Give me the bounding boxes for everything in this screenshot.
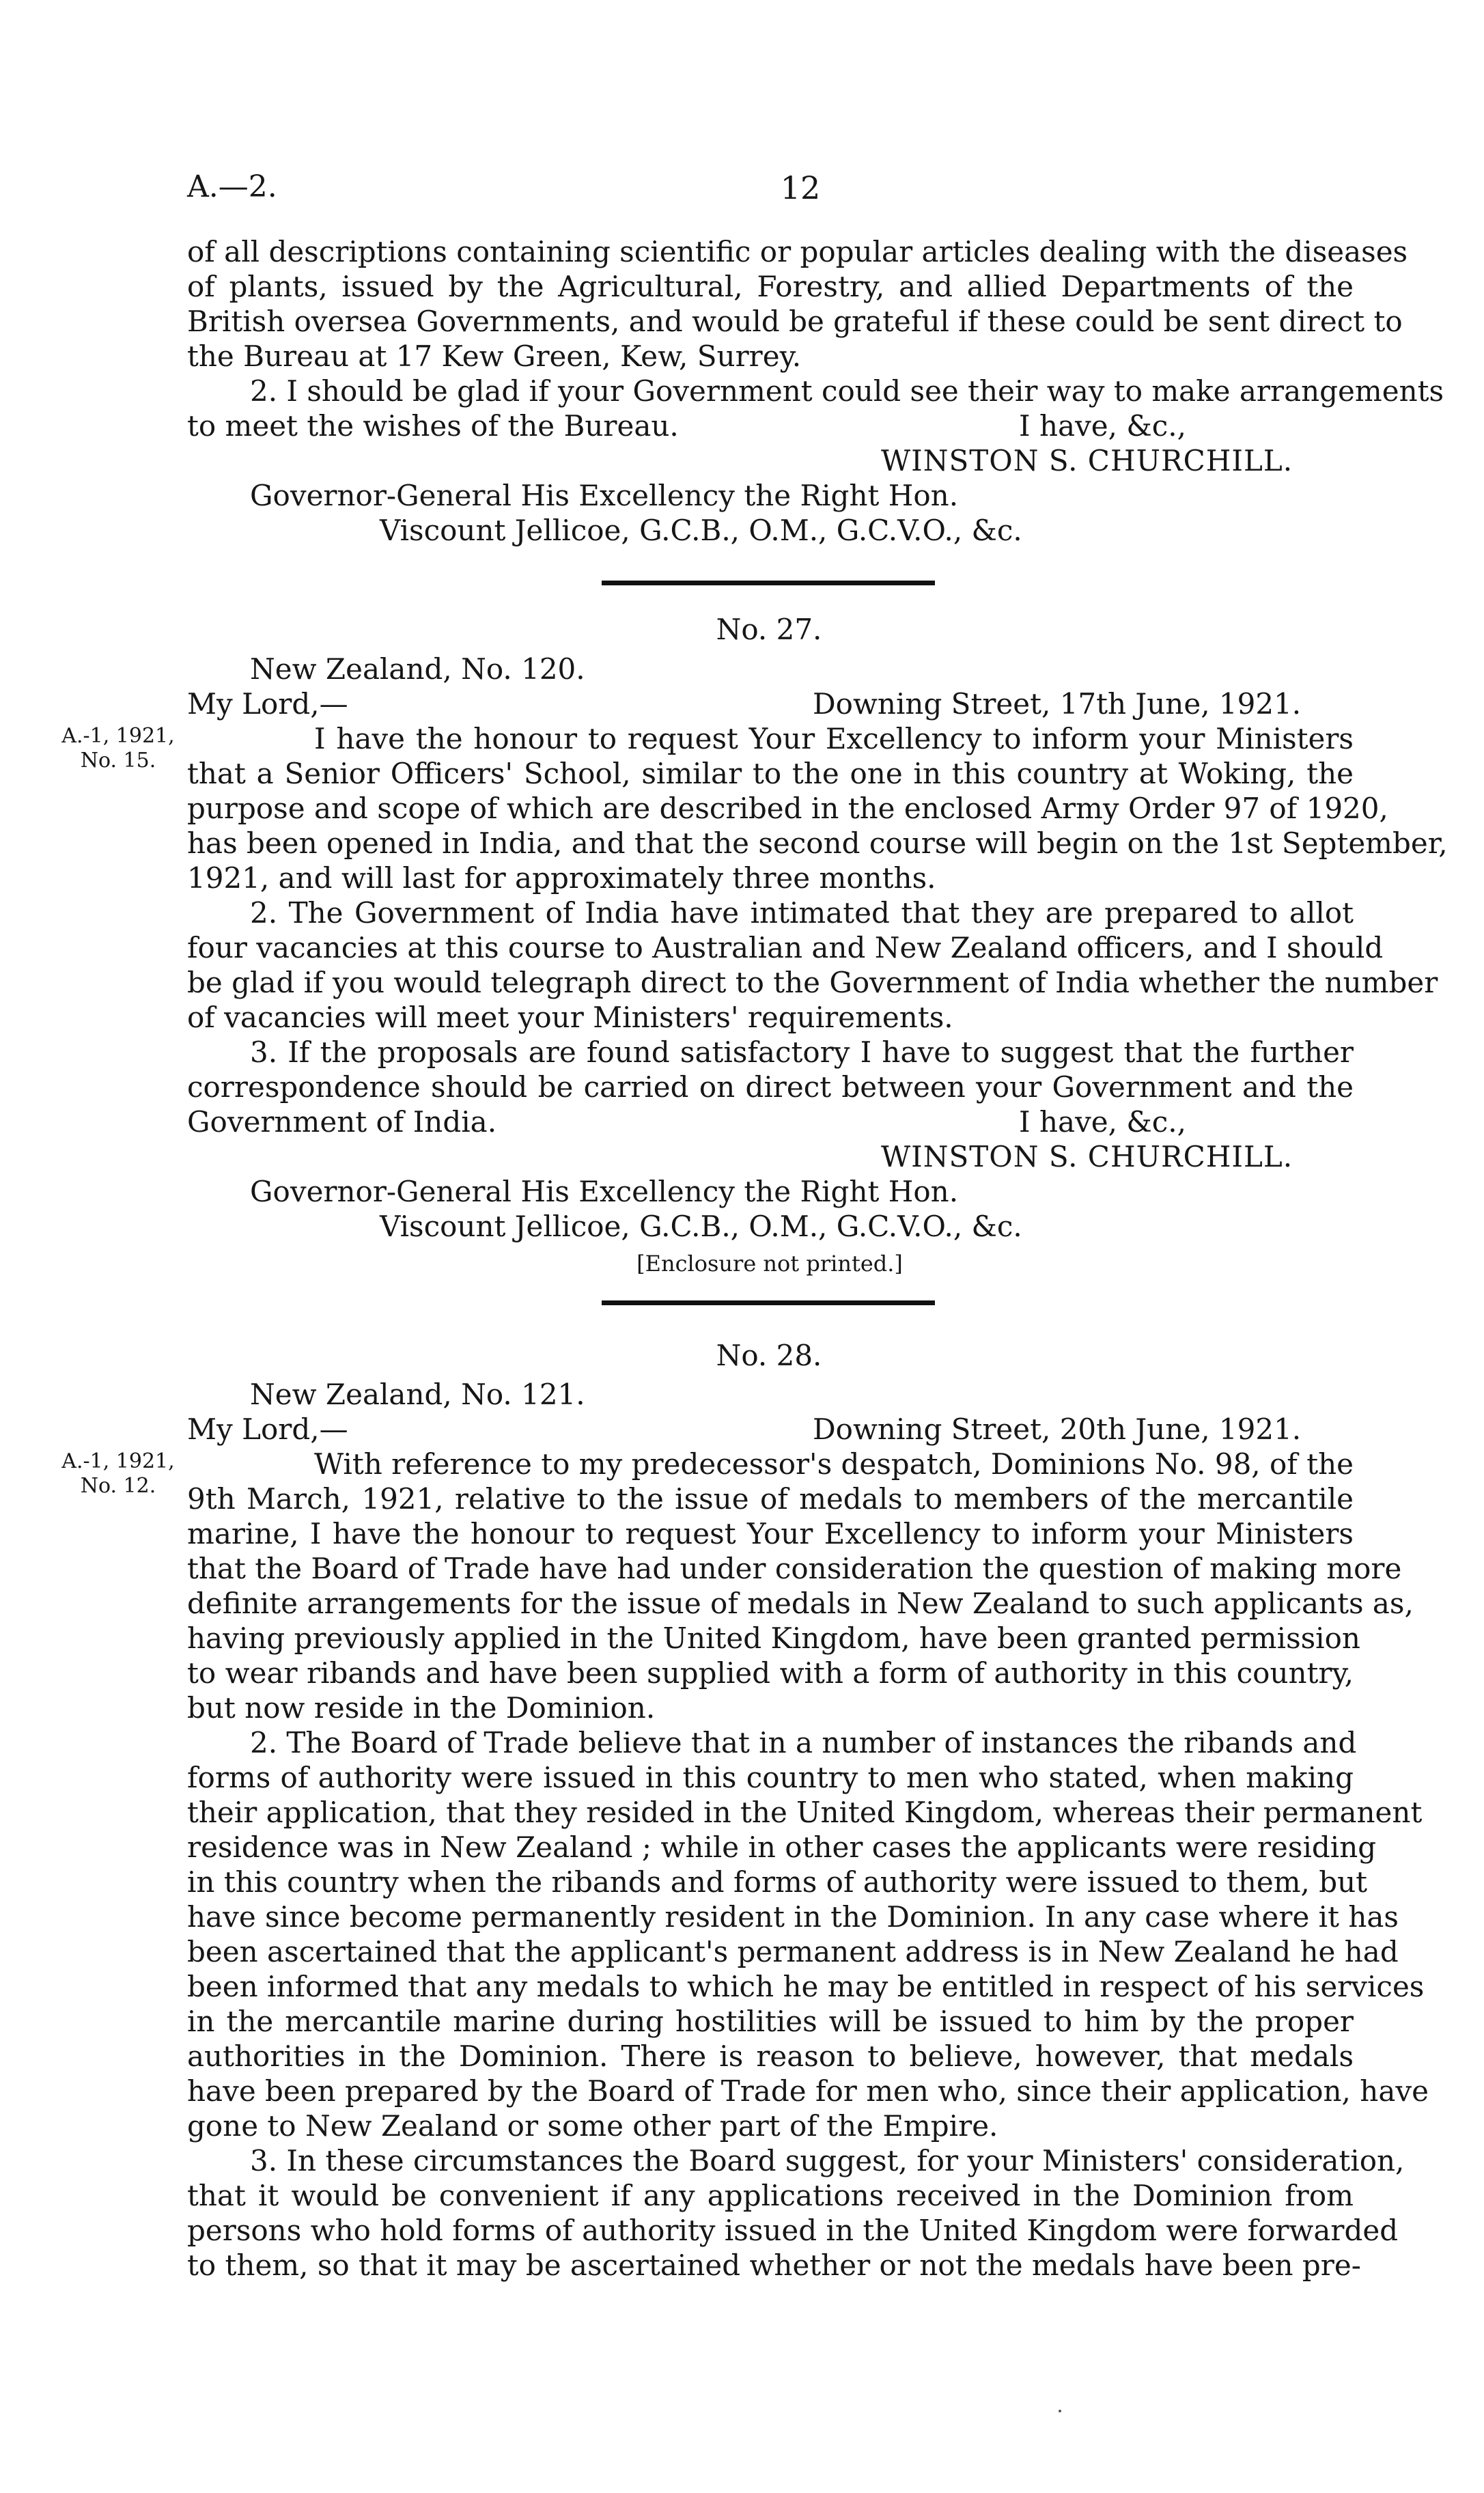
body-line: forms of authority were issued in this country to men who stated, when making bbox=[187, 1761, 1354, 1794]
body-line: be glad if you would telegraph direct to the Government of India whether the number bbox=[187, 966, 1438, 999]
body-line: but now reside in the Dominion. bbox=[187, 1691, 656, 1725]
body-line: has been opened in India, and that the second course will begin on the 1st September, bbox=[187, 826, 1448, 860]
salutation: My Lord,— bbox=[187, 1412, 348, 1446]
body-line: gone to New Zealand or some other part of the Empire. bbox=[187, 2109, 998, 2143]
section-divider bbox=[602, 1300, 935, 1305]
body-line: to them, so that it may be ascertained whether or not the medals have been pre- bbox=[187, 2248, 1361, 2282]
margin-reference bbox=[53, 1449, 183, 1499]
margin-reference-line: A.-1, 1921, bbox=[61, 724, 175, 748]
body-line: have been prepared by the Board of Trade for men who, since their application, have bbox=[187, 2074, 1429, 2108]
addressee-line: Governor-General His Excellency the Right Hon. bbox=[250, 1175, 959, 1208]
body-line: to wear ribands and have been supplied with a form of authority in this country, bbox=[187, 1656, 1354, 1690]
body-line: 9th March, 1921, relative to the issue of medals to members of the mercantile bbox=[187, 1482, 1354, 1516]
body-line: been informed that any medals to which he may be entitled in respect of his services bbox=[187, 1970, 1425, 2003]
margin-reference-line: No. 15. bbox=[80, 749, 156, 772]
page-number: 12 bbox=[780, 169, 821, 206]
body-line: the Bureau at 17 Kew Green, Kew, Surrey. bbox=[187, 339, 802, 373]
margin-reference bbox=[53, 724, 183, 773]
body-line: their application, that they resided in the United Kingdom, whereas their permanent bbox=[187, 1796, 1423, 1829]
body-line: have since become permanently resident in the Dominion. In any case where it has bbox=[187, 1900, 1399, 1934]
body-line: of all descriptions containing scientific or popular articles dealing with the diseases bbox=[187, 235, 1408, 268]
body-line: having previously applied in the United Kingdom, have been granted permission bbox=[187, 1621, 1360, 1655]
addressee-line: Governor-General His Excellency the Right Hon. bbox=[250, 479, 959, 512]
body-line: 3. In these circumstances the Board suggest, for your Ministers' consideration, bbox=[250, 2144, 1405, 2177]
body-line: 2. I should be glad if your Government could see their way to make arrangements bbox=[250, 374, 1444, 408]
body-line: 3. If the proposals are found satisfactory I have to suggest that the further bbox=[250, 1035, 1354, 1069]
margin-reference-line: No. 12. bbox=[80, 1474, 156, 1498]
document-reference: A.—2. bbox=[187, 169, 277, 204]
dateline: Downing Street, 17th June, 1921. bbox=[813, 687, 1302, 721]
body-line: correspondence should be carried on direct between your Government and the bbox=[187, 1070, 1354, 1104]
salutation: My Lord,— bbox=[187, 687, 348, 721]
body-line: residence was in New Zealand ; while in other cases the applicants were residing bbox=[187, 1830, 1377, 1864]
despatch-reference: New Zealand, No. 120. bbox=[250, 652, 585, 686]
body-line: in this country when the ribands and forms of authority were issued to them, but bbox=[187, 1865, 1368, 1899]
body-line: been ascertained that the applicant's permanent address is in New Zealand he had bbox=[187, 1935, 1399, 1968]
section-divider bbox=[602, 581, 935, 585]
despatch-number: No. 27. bbox=[716, 613, 822, 646]
addressee-line: Viscount Jellicoe, G.C.B., O.M., G.C.V.O., &c. bbox=[380, 1210, 1022, 1243]
margin-reference-line: A.-1, 1921, bbox=[61, 1449, 175, 1473]
body-line: that a Senior Officers' School, similar to the one in this country at Woking, the bbox=[187, 757, 1354, 790]
body-line: of plants, issued by the Agricultural, Forestry, and allied Departments of the bbox=[187, 270, 1354, 303]
despatch-number: No. 28. bbox=[716, 1339, 822, 1372]
body-line: 2. The Government of India have intimated that they are prepared to allot bbox=[250, 896, 1354, 930]
body-line: in the mercantile marine during hostilities will be issued to him by the proper bbox=[187, 2005, 1354, 2038]
body-line: purpose and scope of which are described in the enclosed Army Order 97 of 1920, bbox=[187, 792, 1388, 825]
closing-formula: I have, &c., bbox=[1019, 409, 1186, 443]
body-line: Government of India. bbox=[187, 1105, 497, 1139]
stray-mark bbox=[1059, 2410, 1061, 2412]
enclosure-note: [Enclosure not printed.] bbox=[636, 1251, 903, 1277]
dateline: Downing Street, 20th June, 1921. bbox=[813, 1412, 1302, 1446]
addressee-line: Viscount Jellicoe, G.C.B., O.M., G.C.V.O., &c. bbox=[380, 514, 1022, 547]
body-line: 1921, and will last for approximately three months. bbox=[187, 861, 936, 895]
body-line: British oversea Governments, and would be grateful if these could be sent direct to bbox=[187, 305, 1403, 338]
body-line: 2. The Board of Trade believe that in a number of instances the ribands and bbox=[250, 1726, 1357, 1759]
body-line: to meet the wishes of the Bureau. bbox=[187, 409, 679, 443]
body-line: marine, I have the honour to request Your Excellency to inform your Ministers bbox=[187, 1517, 1354, 1550]
body-line: four vacancies at this course to Australian and New Zealand officers, and I should bbox=[187, 931, 1384, 964]
body-line: authorities in the Dominion. There is reason to believe, however, that medals bbox=[187, 2039, 1354, 2073]
closing-formula: I have, &c., bbox=[1019, 1105, 1186, 1139]
body-line: of vacancies will meet your Ministers' requirements. bbox=[187, 1001, 953, 1034]
body-line: definite arrangements for the issue of medals in New Zealand to such applicants as, bbox=[187, 1587, 1414, 1620]
body-line: With reference to my predecessor's despatch, Dominions No. 98, of the bbox=[314, 1447, 1354, 1481]
body-line: persons who hold forms of authority issued in the United Kingdom were forwarded bbox=[187, 2214, 1399, 2247]
despatch-reference: New Zealand, No. 121. bbox=[250, 1378, 585, 1411]
body-line: I have the honour to request Your Excellency to inform your Ministers bbox=[314, 722, 1354, 755]
signature: WINSTON S. CHURCHILL. bbox=[881, 1140, 1293, 1173]
body-line: that the Board of Trade have had under consideration the question of making more bbox=[187, 1552, 1402, 1585]
signature: WINSTON S. CHURCHILL. bbox=[881, 444, 1293, 477]
body-line: that it would be convenient if any applications received in the Dominion from bbox=[187, 2179, 1354, 2212]
